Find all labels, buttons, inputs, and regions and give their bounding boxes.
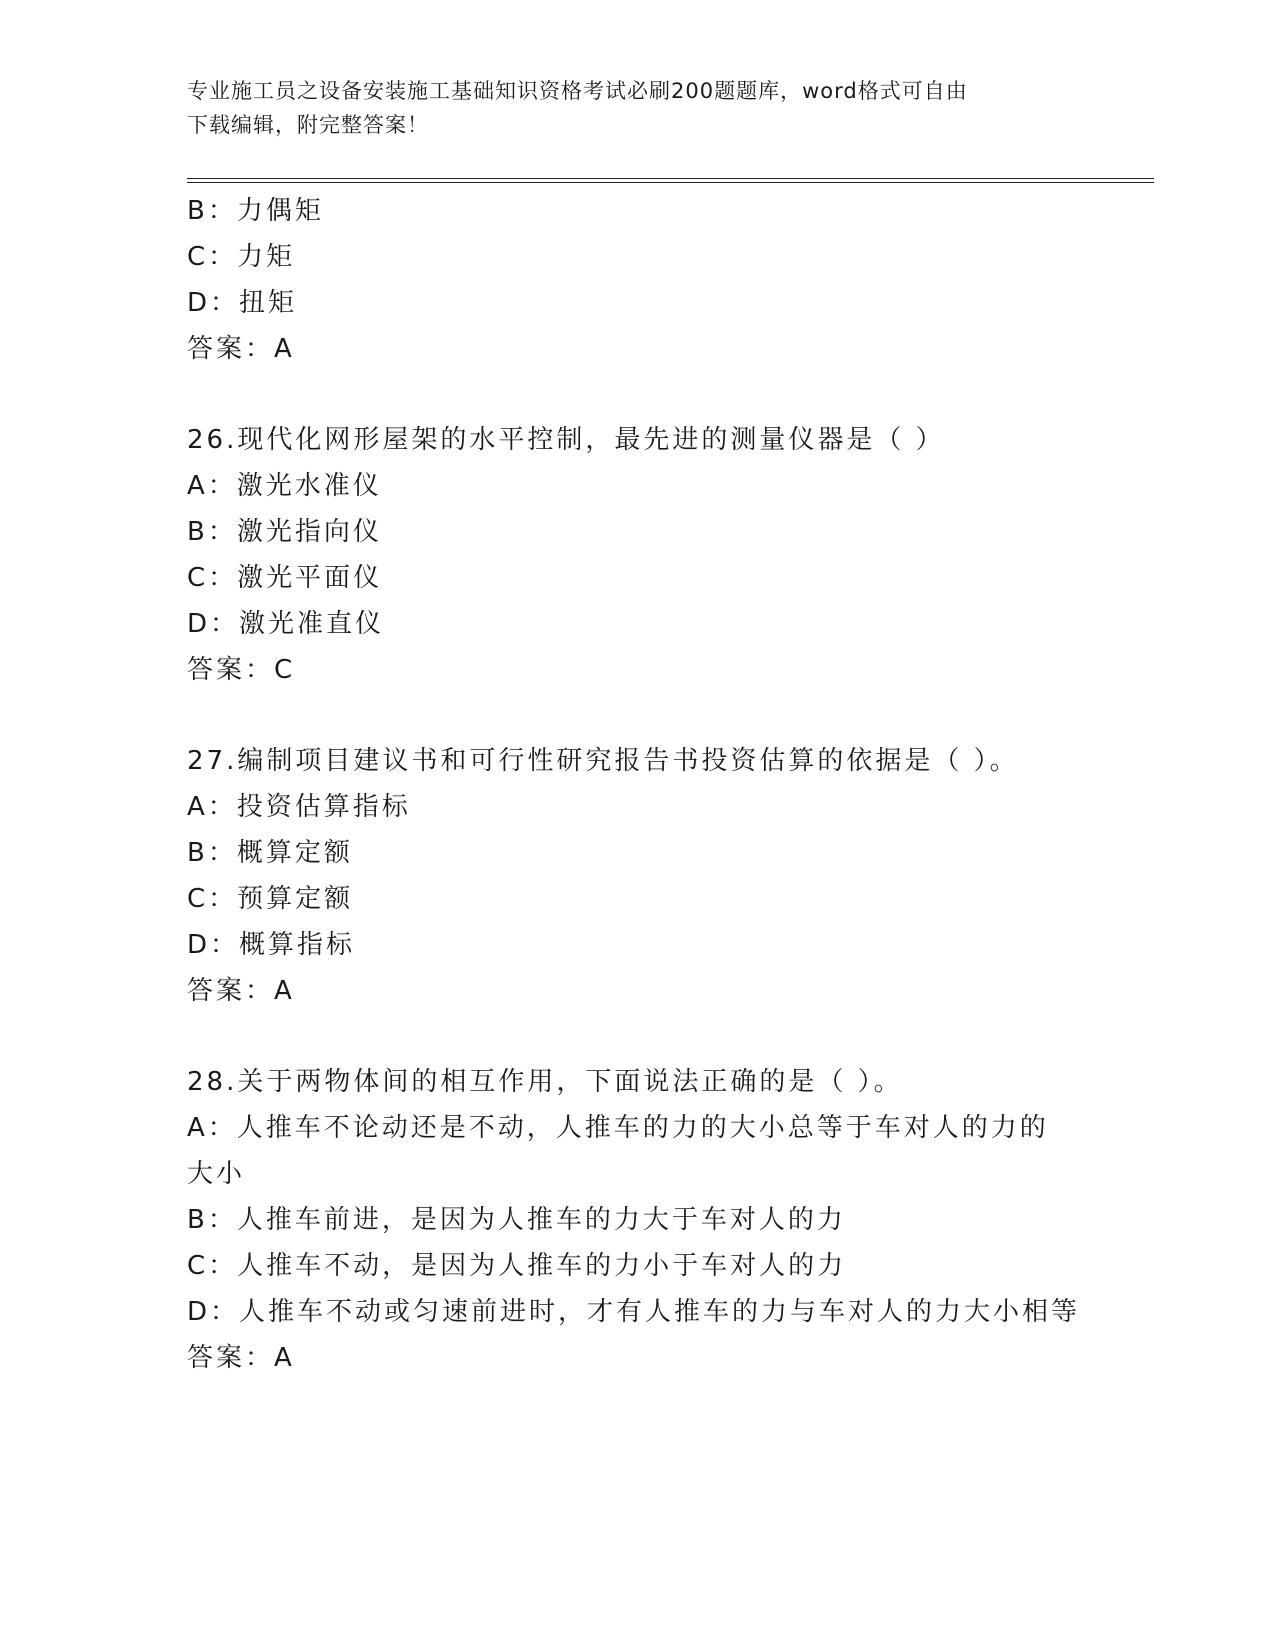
- option-d: [187, 280, 1087, 326]
- document-header: [187, 74, 1087, 142]
- option-b: [187, 188, 1087, 234]
- header-divider-bottom: [187, 182, 1154, 183]
- option-b: [187, 1197, 1087, 1243]
- option-text: 力矩: [237, 242, 296, 272]
- option-text: 概算定额: [236, 838, 353, 868]
- option-label: C：: [187, 884, 238, 914]
- question-content: [187, 188, 1087, 1381]
- option-d: [187, 601, 1087, 647]
- option-a: [187, 784, 1087, 830]
- spacer: [187, 693, 1087, 738]
- option-text: 人推车不动或匀速前进时，才有人推车的力与车对人的力大小相等: [239, 1297, 1081, 1327]
- answer-line: 答案：A: [187, 1343, 295, 1373]
- option-label: D：: [187, 930, 240, 960]
- spacer: [187, 1014, 1087, 1059]
- option-text: 人推车不论动还是不动，人推车的力的大小总等于车对人的力的大小: [187, 1113, 1049, 1189]
- question-stem: 26.现代化网形屋架的水平控制，最先进的测量仪器是（ ）: [187, 425, 945, 455]
- option-label: A：: [187, 471, 237, 501]
- option-label: C：: [187, 563, 238, 593]
- option-text: 概算指标: [239, 930, 356, 960]
- option-text: 人推车前进，是因为人推车的力大于车对人的力: [236, 1205, 846, 1235]
- option-label: B：: [187, 838, 237, 868]
- option-label: A：: [187, 1113, 237, 1143]
- option-text: 激光指向仪: [236, 517, 382, 547]
- option-text: 激光准直仪: [239, 609, 385, 639]
- option-label: A：: [187, 792, 237, 822]
- option-label: D：: [187, 288, 240, 318]
- spacer: [187, 372, 1087, 417]
- option-c: [187, 876, 1087, 922]
- option-text: 预算定额: [237, 884, 354, 914]
- option-label: D：: [187, 609, 240, 639]
- question-26: [187, 417, 1087, 693]
- answer-line: 答案：A: [187, 976, 295, 1006]
- option-text: 投资估算指标: [236, 792, 411, 822]
- header-title-line-2: 下载编辑，附完整答案！: [187, 113, 429, 137]
- option-label: C：: [187, 1251, 238, 1281]
- option-c: [187, 234, 1087, 280]
- option-text: 力偶矩: [236, 196, 324, 226]
- option-label: B：: [187, 196, 237, 226]
- option-label: D：: [187, 1297, 240, 1327]
- header-title-line-1: 专业施工员之设备安装施工基础知识资格考试必刷200题题库，word格式可自由: [187, 79, 968, 103]
- option-c: [187, 555, 1087, 601]
- header-divider-top: [187, 178, 1154, 179]
- option-b: [187, 830, 1087, 876]
- question-stem: 27.编制项目建议书和可行性研究报告书投资估算的依据是（ ）。: [187, 746, 1019, 776]
- option-label: B：: [187, 1205, 237, 1235]
- question-27: [187, 738, 1087, 1014]
- question-stem: 28.关于两物体间的相互作用，下面说法正确的是（ ）。: [187, 1067, 903, 1097]
- option-c: [187, 1243, 1087, 1289]
- option-a: [187, 1105, 1077, 1197]
- option-b: [187, 509, 1087, 555]
- option-text: 激光平面仪: [237, 563, 383, 593]
- option-label: C：: [187, 242, 238, 272]
- question-25-continuation: [187, 188, 1087, 372]
- option-a: [187, 463, 1087, 509]
- question-28: [187, 1059, 1087, 1381]
- answer-line: 答案：A: [187, 334, 295, 364]
- option-label: B：: [187, 517, 237, 547]
- option-text: 激光水准仪: [236, 471, 382, 501]
- option-text: 人推车不动，是因为人推车的力小于车对人的力: [237, 1251, 847, 1281]
- answer-line: 答案：C: [187, 655, 296, 685]
- option-text: 扭矩: [239, 288, 298, 318]
- option-d: [187, 1289, 1087, 1335]
- option-d: [187, 922, 1087, 968]
